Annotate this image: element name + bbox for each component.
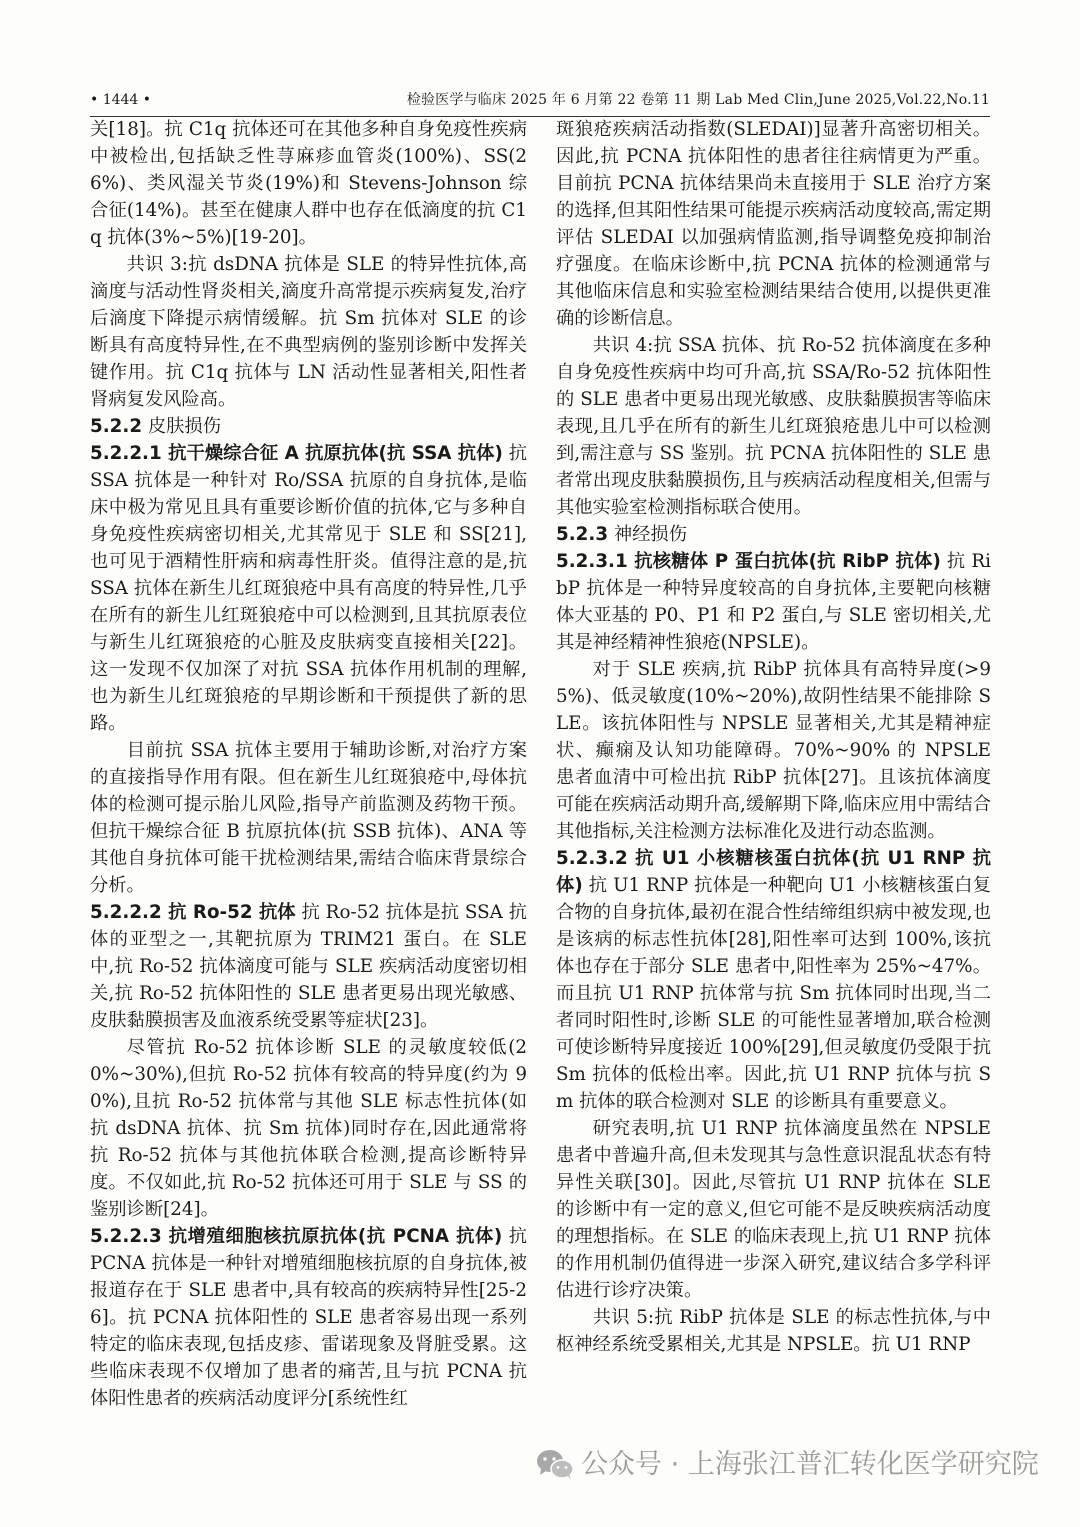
- body-paragraph: 共识 5:抗 RibP 抗体是 SLE 的标志性抗体,与中枢神经系统受累相关,尤其是 NPSLE。抗 U1 RNP: [556, 1307, 991, 1355]
- body-paragraph: 共识 4:抗 SSA 抗体、抗 Ro-52 抗体滴度在多种自身免疫性疾病中均可升高,抗 SSA/Ro-52 抗体阳性的 SLE 患者中更易出现光敏感、皮肤黏膜损害等临床表现,且几乎在所有的新生儿红斑狼疮患儿中可以检测到,需注意与 SS 鉴别。抗 PCNA 抗体阳性的 SLE 患者常出现皮肤黏膜损伤,且与疾病活动程度相关,但需与其他实验室检测指标联合使用。: [556, 335, 991, 518]
- body-paragraph: 共识 3:抗 dsDNA 抗体是 SLE 的特异性抗体,高滴度与活动性肾炎相关,滴度升高常提示疾病复发,治疗后滴度下降提示病情缓解。抗 Sm 抗体对 SLE 的诊断具有高度特异性,在不典型病例的鉴别诊断中发挥关键作用。抗 C1q 抗体与 LN 活动性显著相关,阳性者肾病复发风险高。: [90, 254, 527, 410]
- subsection-paragraph: [556, 845, 991, 1115]
- subsection-heading: 5.2.3.2 抗 U1 小核糖核蛋白抗体(抗 U1 RNP 抗体): [556, 848, 991, 896]
- subsection-heading: 5.2.2.3 抗增殖细胞核抗原抗体(抗 PCNA 抗体): [90, 1226, 503, 1247]
- section-number: 5.2.2: [90, 416, 143, 437]
- subsection-paragraph: [90, 440, 527, 737]
- subsection-heading: 5.2.2.1 抗干燥综合征 A 抗原抗体(抗 SSA 抗体): [90, 443, 503, 464]
- section-heading: [90, 413, 527, 440]
- body-paragraph: 目前抗 SSA 抗体主要用于辅助诊断,对治疗方案的直接指导作用有限。但在新生儿红斑狼疮中,母体抗体的检测可提示胎儿风险,指导产前监测及药物干预。但抗干燥综合征 B 抗原抗体(抗 SSB 抗体)、ANA 等其他自身抗体可能干扰检测结果,需结合临床背景综合分析。: [90, 740, 527, 896]
- body-paragraph: 对于 SLE 疾病,抗 RibP 抗体具有高特异度(>95%)、低灵敏度(10%~20%),故阴性结果不能排除 SLE。该抗体阳性与 NPSLE 显著相关,尤其是精神症状、癫痫及认知功能障碍。70%~90% 的 NPSLE 患者血清中可检出抗 RibP 抗体[27]。且该抗体滴度可能在疾病活动期升高,缓解期下降,临床应用中需结合其他指标,关注检测方法标准化及进行动态监测。: [556, 659, 991, 842]
- body-paragraph: 斑狼疮疾病活动指数(SLEDAI)]显著升高密切相关。因此,抗 PCNA 抗体阳性的患者往往病情更为严重。目前抗 PCNA 抗体结果尚未直接用于 SLE 治疗方案的选择,但其阳性结果可能提示疾病活动度较高,需定期评估 SLEDAI 以加强病情监测,指导调整免疫抑制治疗强度。在临床诊断中,抗 PCNA 抗体的检测通常与其他临床信息和实验室检测结果结合使用,以提供更准确的诊断信息。: [556, 119, 991, 329]
- subsection-heading: 5.2.2.2 抗 Ro-52 抗体: [90, 902, 296, 923]
- section-title: 神经损伤: [613, 524, 687, 545]
- watermark-text: 公众号 · 上海张江普汇转化医学研究院: [581, 1449, 1039, 1480]
- body-paragraph: 关[18]。抗 C1q 抗体还可在其他多种自身免疫性疾病中被检出,包括缺乏性荨麻疹血管炎(100%)、SS(26%)、类风湿关节炎(19%)和 Stevens-Johnson 综合征(14%)。甚至在健康人群中也存在低滴度的抗 C1q 抗体(3%~5%)[19-20]。: [90, 119, 527, 248]
- right-column: [556, 116, 991, 1358]
- subsection-body: 抗 RibP 抗体是一种特异度较高的自身抗体,主要靶向核糖体大亚基的 P0、P1 和 P2 蛋白,与 SLE 密切相关,尤其是神经精神性狼疮(NPSLE)。: [556, 551, 991, 653]
- subsection-body: 抗 Ro-52 抗体是抗 SSA 抗体的亚型之一,其靶抗原为 TRIM21 蛋白。在 SLE 中,抗 Ro-52 抗体滴度可能与 SLE 疾病活动度密切相关,抗 Ro-52 抗体阳性的 SLE 患者更易出现光敏感、皮肤黏膜损害及血液系统受累等症状[23]。: [90, 902, 527, 1031]
- left-column: [90, 116, 527, 1412]
- body-paragraph: 研究表明,抗 U1 RNP 抗体滴度虽然在 NPSLE 患者中普遍升高,但未发现其与急性意识混乱状态有特异性关联[30]。因此,尽管抗 U1 RNP 抗体在 SLE 的诊断中有一定的意义,但它可能不是反映疾病活动度的理想指标。在 SLE 的临床表现上,抗 U1 RNP 抗体的作用机制仍值得进一步深入研究,建议结合多学科评估进行诊疗决策。: [556, 1118, 991, 1301]
- body-paragraph: 尽管抗 Ro-52 抗体诊断 SLE 的灵敏度较低(20%~30%),但抗 Ro-52 抗体有较高的特异度(约为 90%),且抗 Ro-52 抗体常与其他 SLE 标志性抗体(如抗 dsDNA 抗体、抗 Sm 抗体)同时存在,因此通常将抗 Ro-52 抗体与其他抗体联合检测,提高诊断特异度。不仅如此,抗 Ro-52 抗体还可用于 SLE 与 SS 的鉴别诊断[24]。: [90, 1037, 527, 1220]
- journal-citation: 检验医学与临床 2025 年 6 月第 22 卷第 11 期 Lab Med Clin,June 2025,Vol.22,No.11: [406, 92, 990, 108]
- page-number: • 1444 •: [90, 92, 152, 108]
- subsection-heading: 5.2.3.1 抗核糖体 P 蛋白抗体(抗 RibP 抗体): [556, 551, 941, 572]
- subsection-paragraph: [90, 1223, 527, 1412]
- subsection-body: 抗 SSA 抗体是一种针对 Ro/SSA 抗原的自身抗体,是临床中极为常见且具有重要诊断价值的抗体,它与多种自身免疫性疾病密切相关,尤其常见于 SLE 和 SS[21],也可见于酒精性肝病和病毒性肝炎。值得注意的是,抗 SSA 抗体在新生儿红斑狼疮中具有高度的特异性,几乎在所有的新生儿红斑狼疮中可以检测到,且其抗原表位与新生儿红斑狼疮的心脏及皮肤病变直接相关[22]。这一发现不仅加深了对抗 SSA 抗体作用机制的理解,也为新生儿红斑狼疮的早期诊断和干预提供了新的思路。: [90, 443, 527, 734]
- subsection-body: 抗 U1 RNP 抗体是一种靶向 U1 小核糖核蛋白复合物的自身抗体,最初在混合性结缔组织病中被发现,也是该病的标志性抗体[28],阳性率可达到 100%,该抗体也存在于部分 SLE 患者中,阳性率为 25%~47%。而且抗 U1 RNP 抗体常与抗 Sm 抗体同时出现,当二者同时阳性时,诊断 SLE 的可能性显著增加,联合检测可使诊断特异度接近 100%[29],但灵敏度仍受限于抗 Sm 抗体的低检出率。因此,抗 U1 RNP 抗体与抗 Sm 抗体的联合检测对 SLE 的诊断具有重要意义。: [556, 875, 992, 1112]
- subsection-paragraph: [90, 899, 527, 1034]
- subsection-paragraph: [556, 548, 991, 656]
- wechat-icon: [535, 1448, 575, 1482]
- section-title: 皮肤损伤: [147, 416, 221, 437]
- section-number: 5.2.3: [556, 524, 609, 545]
- running-header: [90, 88, 990, 117]
- subsection-body: 抗 PCNA 抗体是一种针对增殖细胞核抗原的自身抗体,被报道存在于 SLE 患者中,具有较高的疾病特异性[25-26]。抗 PCNA 抗体阳性的 SLE 患者容易出现一系列特定的临床表现,包括皮疹、雷诺现象及肾脏受累。这些临床表现不仅增加了患者的痛苦,且与抗 PCNA 抗体阳性患者的疾病活动度评分[系统性红: [90, 1226, 528, 1409]
- section-heading: [556, 521, 991, 548]
